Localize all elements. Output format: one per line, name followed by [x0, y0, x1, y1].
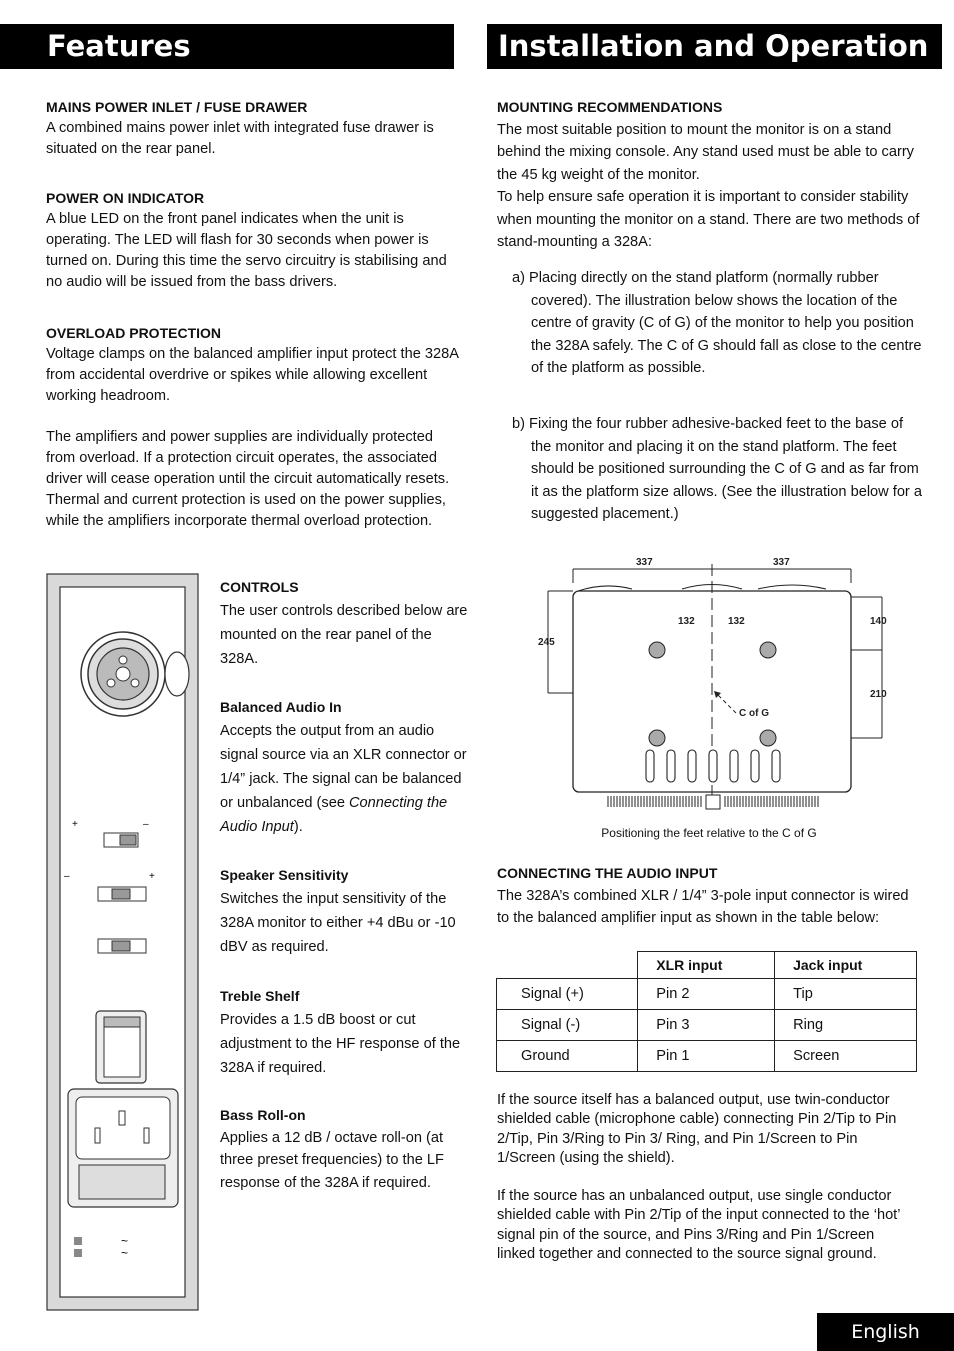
- mains-section: [46, 97, 466, 160]
- table-row: Signal (+) Pin 2 Tip: [497, 979, 917, 1010]
- installation-banner: [487, 24, 942, 69]
- connecting-section: [497, 862, 917, 930]
- connecting-heading: CONNECTING THE AUDIO INPUT: [497, 865, 718, 881]
- balanced-wiring-text: If the source itself has a balanced output, use twin-conductor shielded cable (microphone cable) connecting Pin 2/Tip to Pin 2/Tip, Pin 3/Ring to Pin 3/ Ring, and Pin 1/Screen to Pin 1/Screen (using the shield).: [497, 1092, 897, 1166]
- sensitivity-title: Speaker Sensitivity: [220, 867, 349, 883]
- bass-body: Applies a 12 dB / octave roll-on (at three preset frequencies) to the LF response of the 328A if required.: [220, 1129, 444, 1192]
- treble-body: Provides a 1.5 dB boost or cut adjustment to the HF response of the 328A if required.: [220, 1012, 461, 1076]
- mounting-para1: The most suitable position to mount the monitor is on a stand behind the mixing console. Any stand used must be able to carry the 45 kg weight of the monitor.: [497, 121, 914, 183]
- svg-text:245: 245: [538, 637, 555, 648]
- cog-diagram: [530, 550, 930, 820]
- mounting-item-a: a) Placing directly on the stand platform (normally rubber covered). The illustration below shows the location of the centre of gravity (C of G) of the monitor to help you position the 328A safely. The C of G should fall as close to the centre of the platform as possible.: [512, 270, 922, 376]
- features-banner: [0, 24, 454, 69]
- balanced-audio-section: Balanced Audio In Accepts the output from an audio signal source via an XLR connector or 1/4” jack. The signal can be balanced or unbalanced (see Connecting the Audio Input).: [220, 695, 470, 839]
- overload-body: Voltage clamps on the balanced amplifier input protect the 328A from accidental overdrive or spikes while allowing excellent working headroom.: [46, 346, 459, 404]
- table-row: Ground Pin 1 Screen: [497, 1041, 917, 1072]
- table-row: Signal (-) Pin 3 Ring: [497, 1010, 917, 1041]
- overload-heading: OVERLOAD PROTECTION: [46, 325, 222, 341]
- mains-heading: MAINS POWER INLET / FUSE DRAWER: [46, 99, 308, 115]
- treble-title: Treble Shelf: [220, 988, 300, 1004]
- bass-title: Bass Roll-on: [220, 1107, 306, 1123]
- protection-body: The amplifiers and power supplies are individually protected from overload. If a protection circuit operates, the associated driver will cease operation until the circuit automatically resets. Thermal and current protection is used on the power supplies, while the amplifiers incorporate thermal overload protection.: [46, 429, 450, 529]
- mounting-item-b: b) Fixing the four rubber adhesive-backed feet to the base of the monitor and placing it on the stand platform. The feet should be positioned surrounding the C of G and as far from it as the platform size allows. (See the illustration below for a suggested placement.): [512, 416, 922, 522]
- xlr-connector: [81, 632, 165, 716]
- protection-section: [46, 427, 466, 532]
- svg-text:+: +: [149, 871, 155, 882]
- wiring-table: [496, 951, 917, 1072]
- treble-section: [220, 984, 470, 1080]
- power-body: A blue LED on the front panel indicates when the unit is operating. The LED will flash for 30 seconds when power is turned on. During this time the servo circuitry is stabilising and no audio will be issued from the bass drivers.: [46, 211, 447, 290]
- bass-section: [220, 1104, 470, 1195]
- latch-icon: [165, 652, 189, 696]
- xlr-header: XLR input: [638, 952, 775, 979]
- controls-heading: CONTROLS: [220, 579, 299, 595]
- overload-section: [46, 323, 466, 407]
- balanced-audio-title: Balanced Audio In: [220, 699, 342, 715]
- power-switch[interactable]: [96, 1011, 146, 1083]
- connecting-intro: The 328A’s combined XLR / 1/4” 3-pole input connector is wired to the balanced amplifier input as shown in the table below:: [497, 887, 909, 926]
- jack-header: Jack input: [775, 952, 917, 979]
- mains-body: A combined mains power inlet with integrated fuse drawer is situated on the rear panel.: [46, 120, 434, 157]
- svg-text:~: ~: [121, 1234, 129, 1248]
- svg-text:~: ~: [121, 1246, 129, 1260]
- svg-text:337: 337: [773, 557, 790, 568]
- installation-title: Installation and Operation: [498, 29, 929, 63]
- sensitivity-section: [220, 863, 470, 959]
- table-header-row: [497, 952, 917, 979]
- svg-text:132: 132: [678, 616, 695, 627]
- mounting-section: [497, 96, 922, 254]
- mains-inlet: [68, 1089, 178, 1207]
- power-section: [46, 188, 466, 293]
- language-tab: English: [817, 1313, 954, 1351]
- svg-text:210: 210: [870, 689, 887, 700]
- svg-text:+: +: [72, 819, 78, 830]
- features-title: Features: [47, 29, 191, 63]
- power-heading: POWER ON INDICATOR: [46, 190, 205, 206]
- controls-intro: [220, 575, 470, 671]
- svg-text:337: 337: [636, 557, 653, 568]
- svg-text:–: –: [64, 871, 70, 882]
- unbalanced-wiring-text: If the source has an unbalanced output, use single conductor shielded cable with Pin 2/Tip of the input connected to the ‘hot’ signal pin of the source, and Pins 3/Ring and Pin 1/Screen linked together and connected to the source signal ground.: [497, 1188, 900, 1262]
- mounting-para2: To help ensure safe operation it is important to consider stability when mounting the monitor on a stand. There are two methods of stand-mounting a 328A:: [497, 189, 920, 250]
- controls-intro-text: The user controls described below are mounted on the rear panel of the 328A.: [220, 603, 468, 667]
- svg-text:132: 132: [728, 616, 745, 627]
- bass-switch[interactable]: [98, 939, 146, 953]
- sensitivity-body: Switches the input sensitivity of the 328A monitor to either +4 dBu or -10 dBV as required.: [220, 891, 456, 955]
- diagram-caption: Positioning the feet relative to the C of G: [601, 826, 817, 840]
- svg-text:140: 140: [870, 616, 887, 627]
- rear-panel-illustration: [46, 573, 200, 1313]
- svg-text:–: –: [143, 819, 149, 830]
- top-lip: [578, 585, 826, 592]
- connector-tab: [706, 795, 720, 809]
- svg-text:C of G: C of G: [739, 708, 769, 719]
- mounting-heading: MOUNTING RECOMMENDATIONS: [497, 99, 723, 115]
